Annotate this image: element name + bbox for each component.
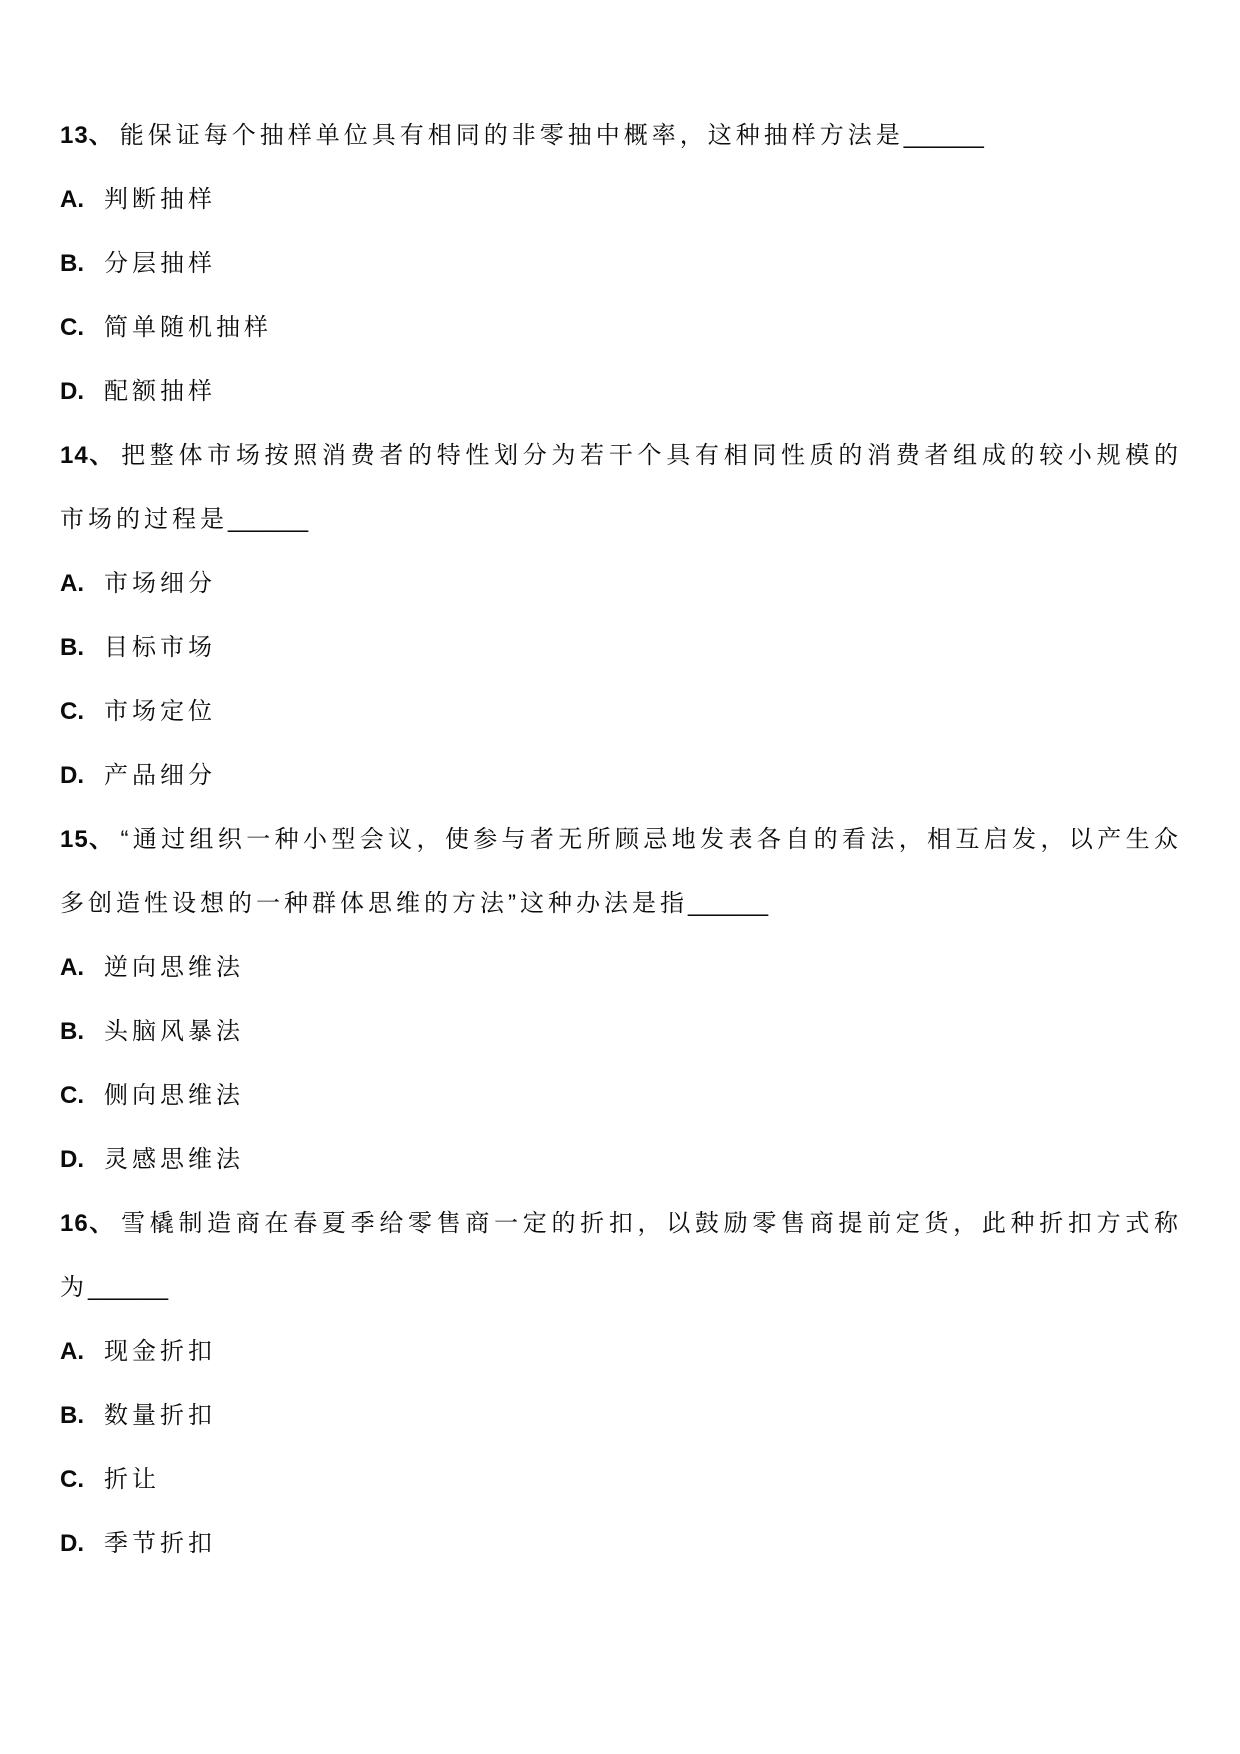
question-14-blank: ______: [228, 506, 309, 533]
question-16-option-d-text: 季节折扣: [104, 1530, 216, 1557]
question-14-option-d: [60, 744, 1182, 808]
question-14-option-c-label: C.: [60, 698, 84, 725]
question-16-option-d: [60, 1512, 1182, 1576]
question-13-option-b-label: B.: [60, 250, 84, 277]
question-16-option-a-text: 现金折扣: [104, 1338, 216, 1365]
question-14-option-d-text: 产品细分: [104, 762, 216, 789]
question-15-option-a-text: 逆向思维法: [104, 954, 244, 981]
question-15-option-d: [60, 1128, 1182, 1192]
question-13-option-d-label: D.: [60, 378, 84, 405]
question-13-option-b: [60, 232, 1182, 296]
question-13-option-c-text: 简单随机抽样: [104, 314, 272, 341]
question-13-number: 13、: [60, 122, 114, 149]
question-15-option-c-label: C.: [60, 1082, 84, 1109]
question-15-option-d-text: 灵感思维法: [104, 1146, 244, 1173]
question-14-option-b: [60, 616, 1182, 680]
question-13-stem: [60, 104, 1182, 168]
question-13-option-a: [60, 168, 1182, 232]
question-16-option-b-label: B.: [60, 1402, 84, 1429]
question-16-option-a: [60, 1320, 1182, 1384]
question-14-stem-text: 把整体市场按照消费者的特性划分为若干个具有相同性质的消费者组成的较小规模的市场的过程是: [60, 442, 1183, 533]
question-16-number: 16、: [60, 1210, 116, 1237]
question-13: [60, 104, 1182, 424]
question-14-option-a-label: A.: [60, 570, 84, 597]
question-14: [60, 424, 1182, 808]
question-16-stem-text: 雪橇制造商在春夏季给零售商一定的折扣，以鼓励零售商提前定货，此种折扣方式称为: [60, 1210, 1183, 1301]
question-15-option-b-label: B.: [60, 1018, 84, 1045]
question-14-option-c-text: 市场定位: [104, 698, 216, 725]
question-16-option-b-text: 数量折扣: [104, 1402, 216, 1429]
question-15-number: 15、: [60, 826, 115, 853]
question-13-option-c-label: C.: [60, 314, 84, 341]
question-15-option-a-label: A.: [60, 954, 84, 981]
question-16-option-d-label: D.: [60, 1530, 84, 1557]
question-13-option-b-text: 分层抽样: [104, 250, 216, 277]
question-15-stem-text: “通过组织一种小型会议，使参与者无所顾忌地发表各自的看法，相互启发，以产生众多创造性设想的一种群体思维的方法”这种办法是指: [60, 826, 1182, 917]
question-16-option-c-label: C.: [60, 1466, 84, 1493]
question-16-option-a-label: A.: [60, 1338, 84, 1365]
question-15-option-c-text: 侧向思维法: [104, 1082, 244, 1109]
question-15-option-a: [60, 936, 1182, 1000]
question-13-stem-text: 能保证每个抽样单位具有相同的非零抽中概率，这种抽样方法是: [119, 122, 904, 149]
question-15-stem: [60, 808, 1182, 936]
question-15-option-d-label: D.: [60, 1146, 84, 1173]
question-14-number: 14、: [60, 442, 116, 469]
question-15-option-b-text: 头脑风暴法: [104, 1018, 244, 1045]
question-14-option-a-text: 市场细分: [104, 570, 216, 597]
question-13-option-c: [60, 296, 1182, 360]
question-14-option-d-label: D.: [60, 762, 84, 789]
question-16-option-c: [60, 1448, 1182, 1512]
question-13-option-a-label: A.: [60, 186, 84, 213]
question-13-option-a-text: 判断抽样: [104, 186, 216, 213]
question-13-option-d: [60, 360, 1182, 424]
question-16-option-c-text: 折让: [104, 1466, 160, 1493]
question-13-option-d-text: 配额抽样: [104, 378, 216, 405]
question-14-option-c: [60, 680, 1182, 744]
question-14-stem: [60, 424, 1182, 552]
question-14-option-a: [60, 552, 1182, 616]
question-15-blank: ______: [688, 890, 769, 917]
question-15: [60, 808, 1182, 1192]
question-16-option-b: [60, 1384, 1182, 1448]
question-14-option-b-label: B.: [60, 634, 84, 661]
question-15-option-b: [60, 1000, 1182, 1064]
question-16: [60, 1192, 1182, 1576]
question-15-option-c: [60, 1064, 1182, 1128]
question-16-stem: [60, 1192, 1182, 1320]
question-16-blank: ______: [88, 1274, 169, 1301]
question-14-option-b-text: 目标市场: [104, 634, 216, 661]
question-13-blank: ______: [903, 122, 984, 149]
